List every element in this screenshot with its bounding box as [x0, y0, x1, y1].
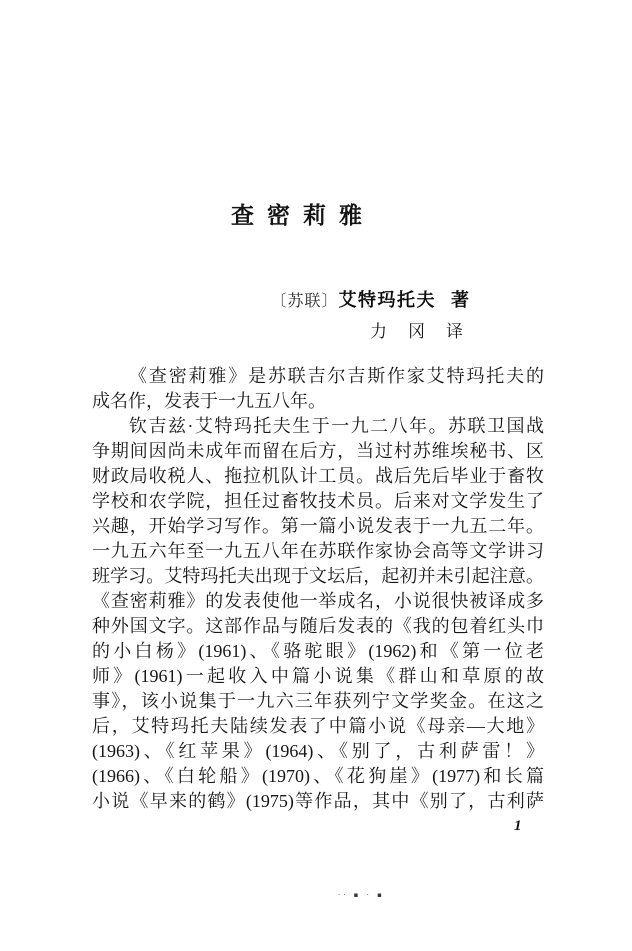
text-line: 财政局收税人、拖拉机队计工员。战后先后毕业于畜牧 [92, 466, 544, 486]
text-line: 成名作，发表于一九五八年。 [92, 391, 326, 411]
text-line: 争期间因尚未成年而留在后方，当过村苏维埃秘书、区 [92, 441, 544, 461]
text-line: 种外国文字。这部作品与随后发表的《我的包着红头巾 [92, 616, 544, 636]
page-title: 查密莉雅 [231, 203, 375, 228]
text-line: 师》(1961)一起收入中篇小说集《群山和草原的故 [92, 666, 544, 686]
text-line: (1966)、《白轮船》(1970)、《花狗崖》(1977)和长篇 [92, 766, 544, 786]
author-byline [270, 291, 469, 310]
text-line: 小说《早来的鹤》(1975)等作品，其中《别了，古利萨 [92, 791, 544, 811]
author-nationality: 〔苏联〕 [270, 293, 339, 310]
text-line: 事》，该小说集于一九六三年获列宁文学奖金。在这之 [92, 691, 544, 711]
text-line: 的小白杨》(1961)、《骆驼眼》(1962)和《第一位老 [92, 641, 544, 661]
text-line: 兴趣，开始学习写作。第一篇小说发表于一九五二年。 [92, 516, 544, 536]
text-line: 后，艾特玛托夫陆续发表了中篇小说《母亲—大地》 [92, 716, 544, 736]
text-line: 《查密莉雅》的发表使他一举成名，小说很快被译成多 [92, 591, 544, 611]
text-line: 《查密莉雅》是苏联吉尔吉斯作家艾特玛托夫的 [129, 366, 544, 386]
translator-credit: 力 冈 译 [370, 322, 465, 341]
text-line: (1963)、《红苹果》(1964)、《别了，古利萨雷！》 [92, 741, 544, 761]
text-line: 钦吉兹·艾特玛托夫生于一九二八年。苏联卫国战 [129, 416, 544, 436]
author-name: 艾特玛托夫 [338, 290, 436, 310]
text-line: 学校和农学院，担任过畜牧技术员。后来对文学发生了 [92, 491, 544, 511]
foreword-text [92, 364, 544, 814]
print-registration-marks: ·· ▪ · ▪ [338, 891, 385, 899]
text-line: 班学习。艾特玛托夫出现于文坛后，起初并未引起注意。 [92, 566, 544, 586]
page-number: 1 [514, 818, 522, 834]
text-line: 一九五六年至一九五八年在苏联作家协会高等文学讲习 [92, 541, 544, 561]
author-role: 著 [451, 290, 469, 310]
